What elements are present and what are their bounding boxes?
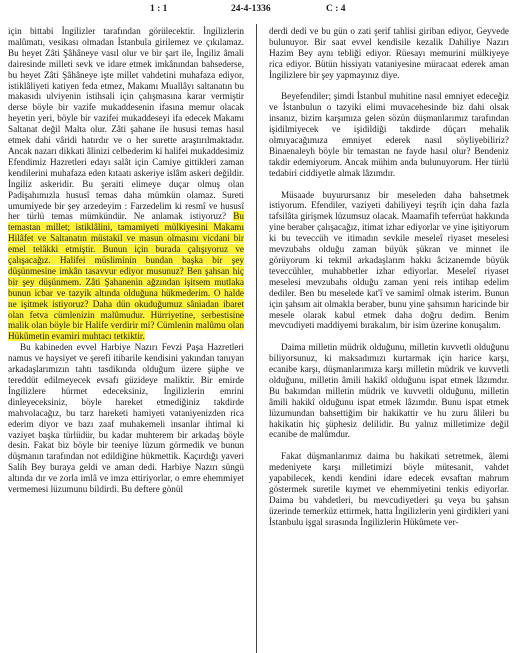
highlighted-passage: Bu temastan millet; istiklâlini, tamamiyeti mülkiyesini Makamı Hilâfet ve Saltanatın müstakil ve masun olmasını vicdani bir emel telâkki etmiştir. Bunun için burada çalışıyoruz ve çalışacağız. Halifei müsliminin bundan başka bir şey düşünmesine imkân tasavvur ediyor musunuz? Ben şahsan hiç bir şey düşünmem. Zâti Şahanenin ağzından işitsem mutlaka bunun icbar ve tazyik altında olduğuna hükmederim. O halde ne işitmek istiyoruz? Daha dün okuduğumuz sâniadan ibaret olan fetva cümlenizin malûmudur. Hürriyetine, serbestisine malik olan böyle bir Halife verdirir mi? Cümlenin malûmu olan Hükûmetin evamiri muhtacı tetkiktir.	[8, 211, 244, 342]
column-divider	[256, 24, 257, 653]
right-paragraph-3: Müsaade buyurursanız bir meseleden daha bahsetmek istiyorum. Efendiler, vaziyeti dahiliyeyi teşrih için daha fazla tafsilâta girişmek lüzumsuz olacak. Maamafih teferrüat hakkında yine beraber çalışacağız, itimat izhar ediyorlar ve yine işitiyorum ki bu teveccüh ve itimadın sevkile meseleî riyaset meselesi mevzubahs olduğu zaman büyük şükran ve minnet ile görüyorum ki tekmil arkadaşlarım hakkı âcizanemde büyük teveccühler, muhabbetler izhar ediyorlar. Meseleî riyaset meselesi mevzubahs olduğu zaman yeni reis intihap edelim dediler. Ben bu meselede kat'î ve samimî olmak isterim. Bunun için şahsım ait olmakla beraber, bunu yine şahsımın haricinde bir mesele olarak kabul etmek daha doğru dedim. Benim mevcudiyeti maddiyemi bırakalım, bir isim üzerine konuşalım.	[269, 189, 509, 331]
header-date: 24-4-1336	[231, 4, 271, 14]
header-left: 1 : 1	[150, 4, 168, 14]
left-paragraph-1	[8, 26, 244, 342]
page-header	[0, 2, 517, 18]
right-paragraph-5: Fakat düşmanlarımız daima bu hakikati setretmek, âlemi medeniyete karşı milletimizi böyle mütesanit, vahdet yapabilecek, kendi kendini idare edecek evsaftan mahrum göstermek suretile kıymet ve ehemmiyetini tenkis ediyorlar. Daima bu vahdetleri, bu mevcudiyetleri şu veya bu şahsın üzerinde temerküz ettirmek, hatta İngilizlerin yeni girdikleri yani İstanbulu işgal sırasında İngilizlerin Hükûmete ver-	[269, 451, 509, 527]
left-column	[8, 26, 244, 652]
right-paragraph-1: derdi dedi ve bu gün o zati şerif tahlisi giriban ediyor, Geyvede bulunuyor. Bir saat evvel kendisile kezalik Dahiliye Nazırı Hazim Bey aynı tebliği ediyor. Rüesayı memurini mülkiyeye rica ediyor. Bütün hissiyatı vataniyesine müracaat ederek aman İngilizlere bir şey yapmayınız diye.	[269, 26, 509, 80]
right-paragraph-4: Daima milletin müdrik olduğunu, milletin kuvvetli olduğunu biliyorsunuz, ki maksadımızı kurtarmak için harice karşı, ecanibe karşı, düşmanlarımıza karşı milletin müdrik ve kuvvetli olduğunu, milletin âmili hakikî olduğunu ispat etmek lâzımdır. Bu bakımdan milletin müdrik ve kuvvetli olduğunu, milletin âmili hakikî olduğunu ispat etmek lâzımdır. Bunu ispat etmek lüzumundan bahsettiğim bir hakikattir ve hu zuru âlileri bu hakikatin hiç şüphesiz delilidir. Bu yalnız milletimize değil ecanibe de malûmdur.	[269, 342, 509, 440]
left-paragraph-2: Bu kabineden evvel Harbiye Nazırı Fevzi Paşa Hazretleri namus ve haysiyet ve şerefi itibarile kendisini yakından tanıyan arkadaşlarımızın tahtı tasdikında olduğum üzere şüphe ve tereddüt edilmeyecek evsafı güzideye maliktir. Bir emirde İngilizlere hürmet edeceksiniz, İngilizlerin emrini dinleyeceksiniz, böyle hareket etmediğiniz takdirde mahvolacağız, bu tarz hareketi hamiyeti vataniyenizden rica ederim diyor ve bazı zaaf muhakemeli insanlar ihtimal ki vaziyet başka türlüdür, bu kadar muhterem bir arkadaş böyle desin. Fakat biz böyle bir teeniye lüzum görmedik ve bunun düşmanın tarafından not edildiğine hükmettik. Kaçırdığı yaveri Salih Bey buraya geldi ve aman dedi. Harbiye Nazırı süngü altında dır ve zorla imlâ ve imza ettiriyorlar, o emre ehemmiyet vermemesi lüzumunu bildirdi. Bu deftere gönül	[8, 342, 244, 495]
right-paragraph-2: Beyefendiler; şimdi İstanbul muhitine nasıl emniyet edeceğiz ve İstanbulun o tazyiki elimi muvacehesinde biz dahi olsak insanız, bizim karşımıza gelen sözün düşmanlarımız tarafından işidilmiyecek ve işidildiği takdirde düçarı mehalik olmıyacağımıza emniyet ederek nasıl söyliyebiliriz? Binaenaleyh böyle bir temastan ne fayde hasıl olur? Bendeniz takdir edemiyorum. Ancak mühim anda bulunuyorum. Her türlü tedabiri ciddiyetle almak lâzımdır.	[269, 91, 509, 178]
header-right: C : 4	[326, 4, 346, 14]
left-paragraph-1-text: için bittabi İngilizler tarafından görülecektir. İngilizlerin malûmatı, vesikası olmadan İstanbula girilemez ve çıkılamaz. Bu heyet Zâti Şâhâneye vasıl olur ve bir şart ile, İngiliz âmali dairesinde milleti sevk ve idare etmek imkânından bahsederse, bu heyet Zâti Şâhâneye işte millet vahdetini muhafaza ediyor, istiklâliyeti katiyen feda etmez, Makamı Muallâyı saltanatın bu makasıdı ulviyenin istihsali için çalışmasına karar vermiştir derse böyle bir vazife mukaddesenin ifasına memur olacak heyetin yeri, böyle bir vazifei mukaddeseyi ifa edecek Makamı Saltanat değil Malta olur. Zâti şahane ile hususi temas hasıl etmek dahi vâridi hatırdır ve o her surette araştırılmaktadır. Ancak nazarı dikkati âlinizi celbederim ki halifei mukaddesimiz Efendimiz Hazretleri edayı salât için Camiye gittikleri zaman kendilerini muhafaza eden kıtaatı askeriye islâm askeri değildir. İngiliz askeridir. Bu şeraiti elimeye duçar olmuş olan Padişahımızla hususî temas daha mümkün olamaz. Sureti umumiyede bir şey arzedeyim : Farzedelim ki resmî ve hususî her türlü temas mümkündür. Ne anlamak istiyoruz?	[8, 26, 244, 222]
right-column	[269, 26, 509, 652]
